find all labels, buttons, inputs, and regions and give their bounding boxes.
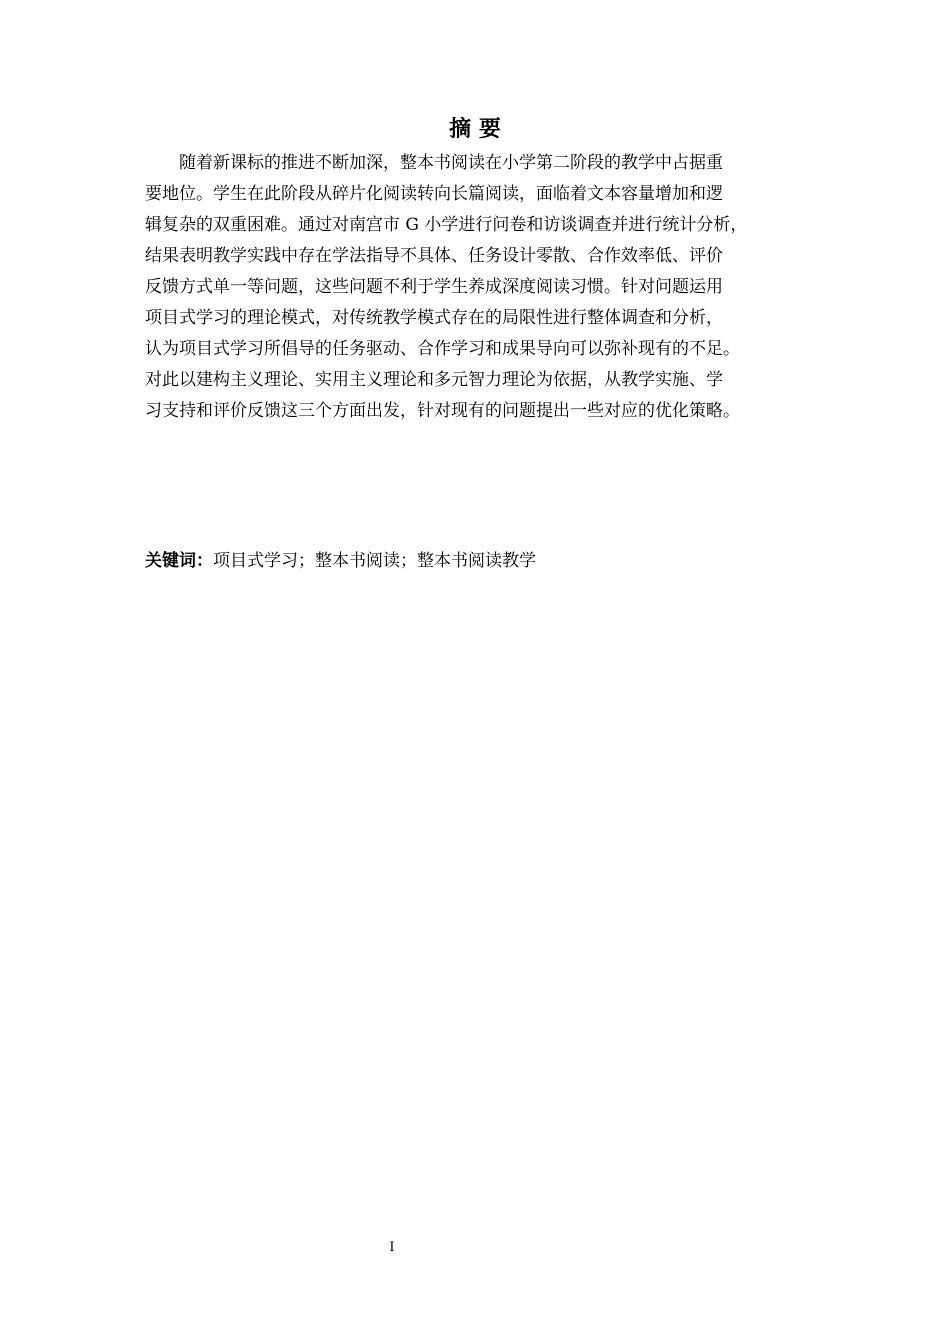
abstract-line: 结果表明教学实践中存在学法指导不具体、任务设计零散、合作效率低、评价 bbox=[145, 246, 723, 266]
abstract-line: 反馈方式单一等问题，这些问题不利于学生养成深度阅读习惯。针对问题运用 bbox=[145, 277, 723, 297]
abstract-line: 认为项目式学习所倡导的任务驱动、合作学习和成果导向可以弥补现有的不足。 bbox=[145, 339, 740, 359]
abstract-line: 要地位。学生在此阶段从碎片化阅读转向长篇阅读，面临着文本容量增加和逻 bbox=[145, 184, 723, 204]
keywords-label: 关键词： bbox=[145, 551, 213, 571]
keywords-text: 项目式学习；整本书阅读；整本书阅读教学 bbox=[213, 551, 536, 571]
abstract-line: 对此以建构主义理论、实用主义理论和多元智力理论为依据，从教学实施、学 bbox=[145, 370, 723, 390]
abstract-line: 随着新课标的推进不断加深，整本书阅读在小学第二阶段的教学中占据重 bbox=[145, 153, 723, 173]
abstract-line: 习支持和评价反馈这三个方面出发，针对现有的问题提出一些对应的优化策略。 bbox=[145, 401, 740, 421]
abstract-body bbox=[145, 148, 817, 427]
abstract-title: 摘 要 bbox=[449, 117, 501, 142]
keywords-line bbox=[145, 546, 817, 577]
abstract-line: 辑复杂的双重困难。通过对南宫市 G 小学进行问卷和访谈调查并进行统计分析， bbox=[145, 215, 748, 235]
abstract-line: 项目式学习的理论模式，对传统教学模式存在的局限性进行整体调查和分析， bbox=[145, 308, 723, 328]
page-number: I bbox=[389, 1240, 395, 1255]
